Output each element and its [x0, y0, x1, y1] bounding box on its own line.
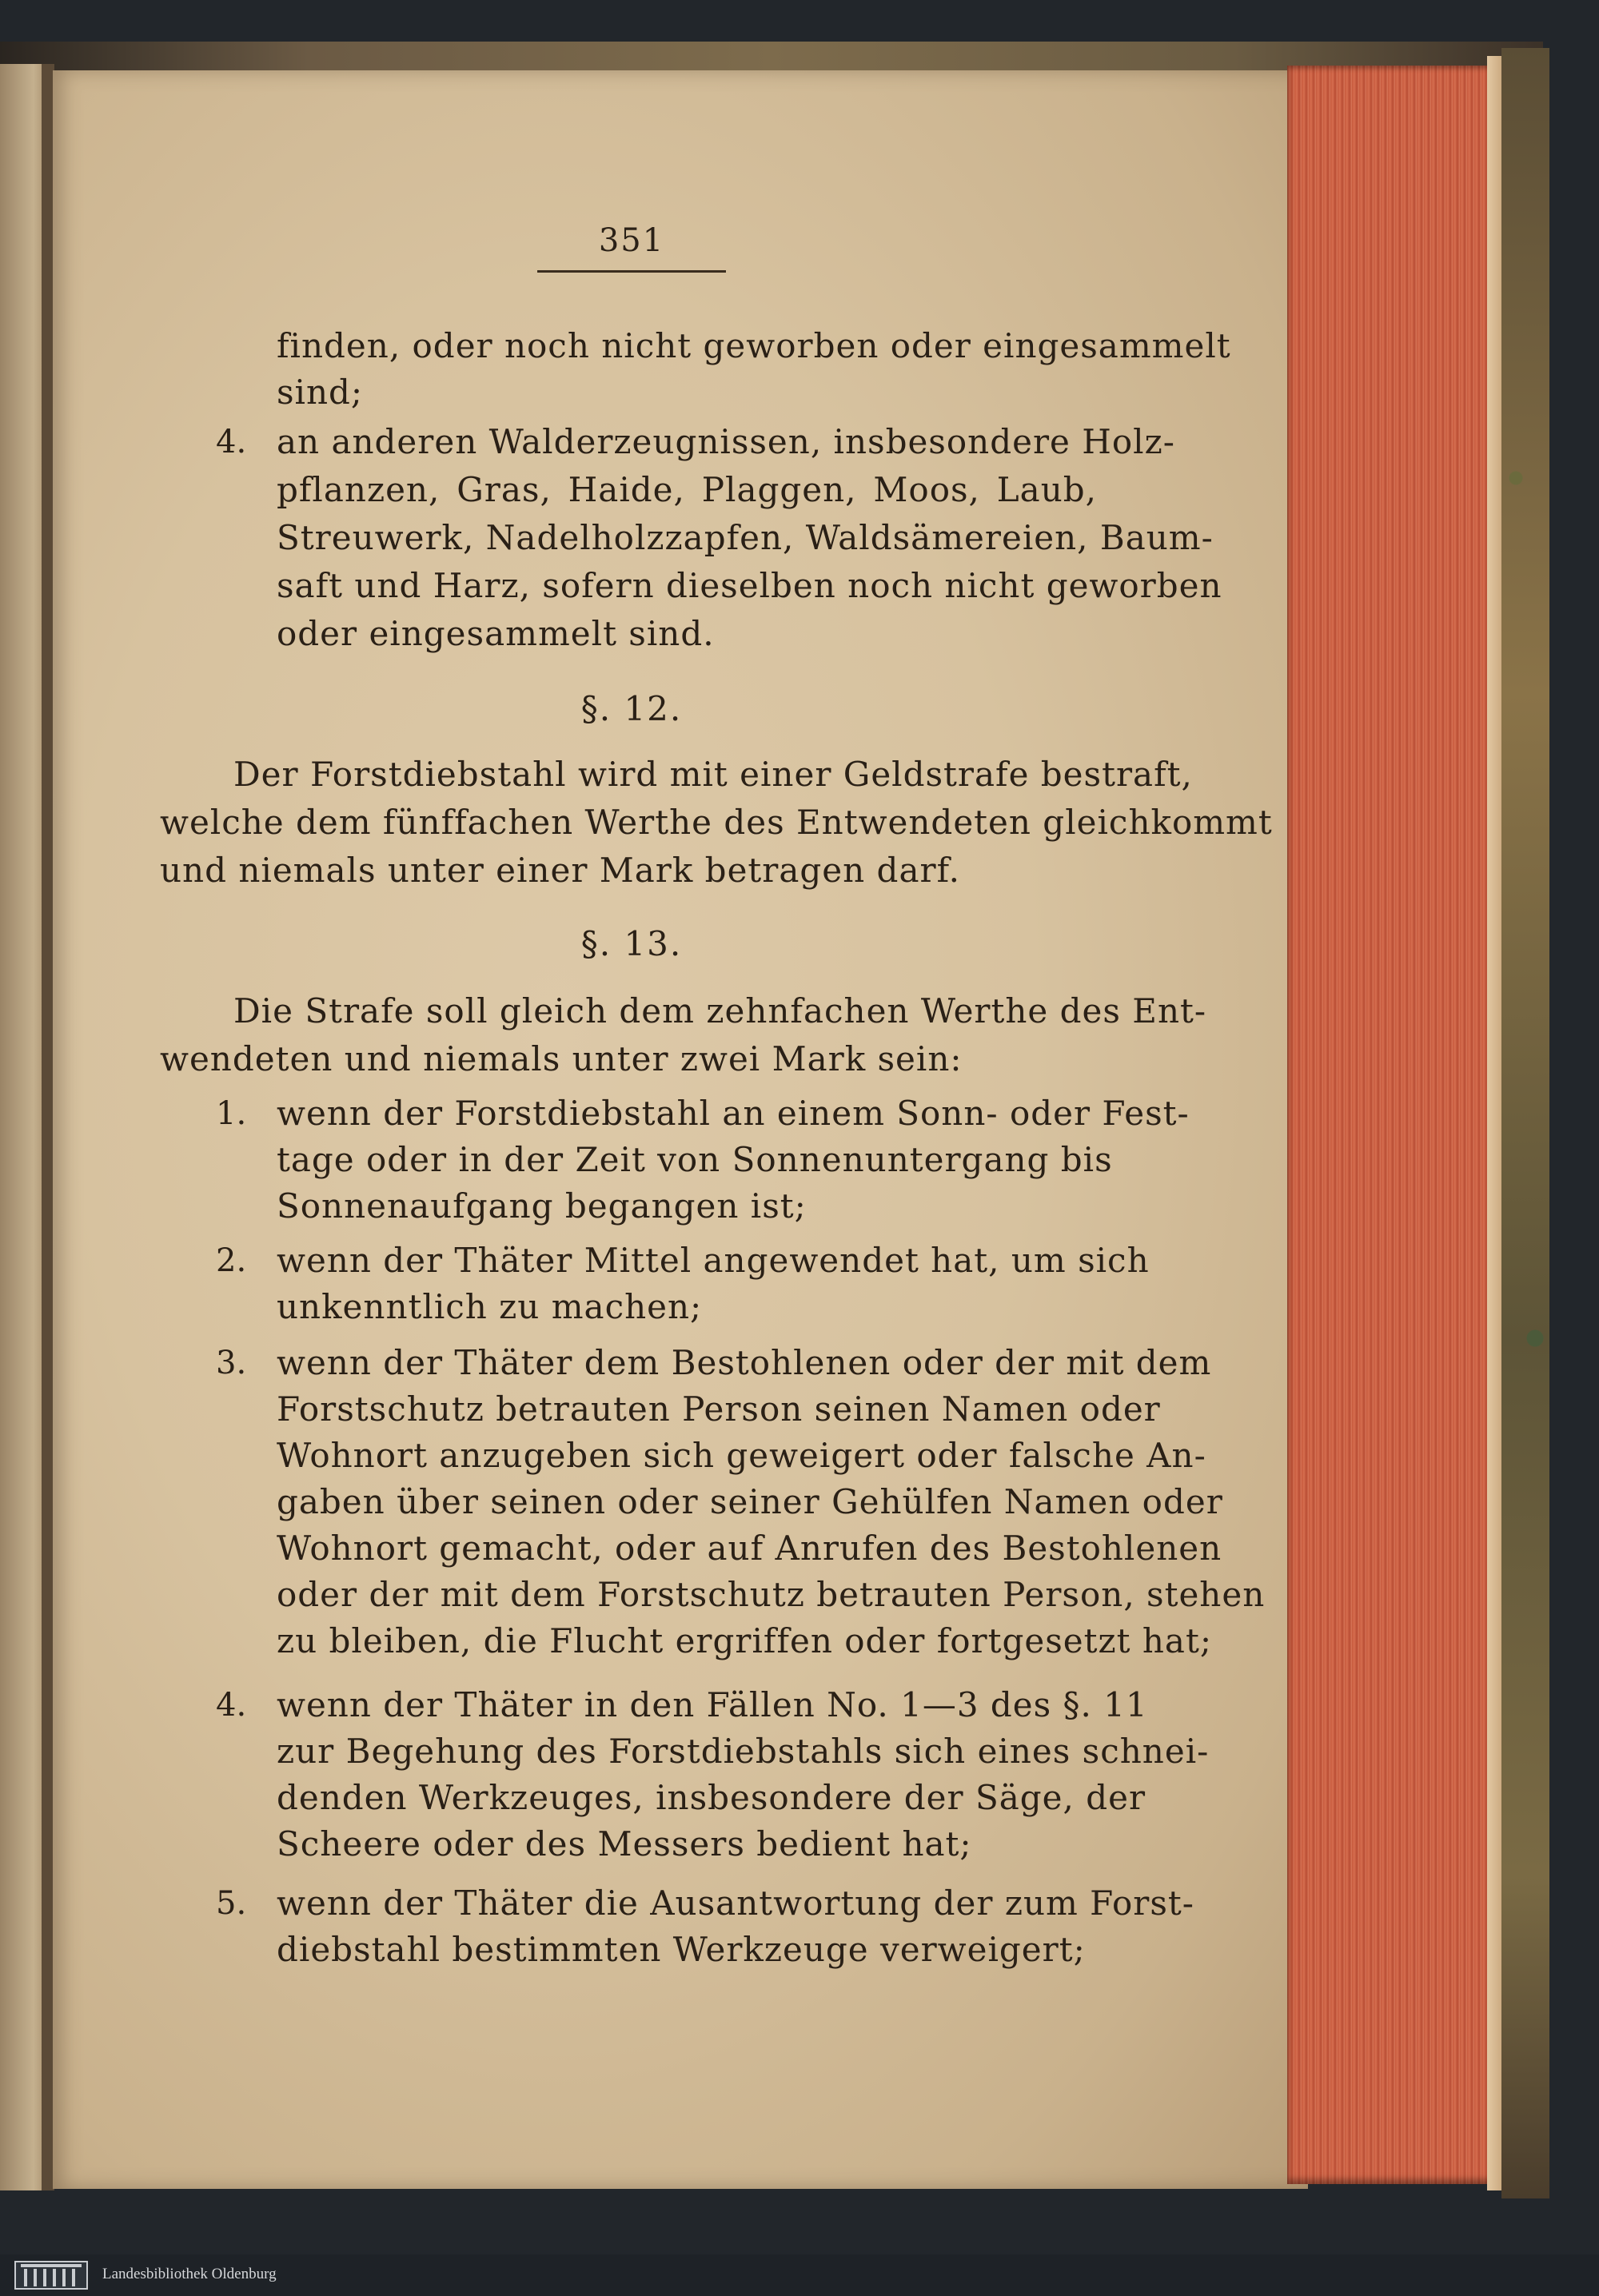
item-line: Scheere oder des Messers bedient hat;: [277, 1824, 972, 1864]
item-line: oder eingesammelt sind.: [277, 614, 715, 653]
item-line: gaben über seinen oder seiner Gehülfen Namen oder: [277, 1482, 1223, 1521]
section-heading: §. 13.: [580, 924, 683, 963]
item-line: zur Begehung des Forstdiebstahls sich eines schnei-: [277, 1732, 1210, 1771]
item-number: 3.: [216, 1345, 247, 1381]
item-line: diebstahl bestimmten Werkzeuge verweigert;: [277, 1930, 1086, 1969]
item-number: 4.: [216, 1687, 247, 1724]
paragraph-line: Der Forstdiebstahl wird mit einer Geldstrafe bestraft,: [233, 755, 1193, 794]
item-number: 1.: [216, 1095, 247, 1132]
item-line: Wohnort gemacht, oder auf Anrufen des Bestohlenen: [277, 1529, 1222, 1568]
item-number: 2.: [216, 1242, 247, 1279]
paragraph-line: Die Strafe soll gleich dem zehnfachen Werthe des Ent-: [233, 991, 1207, 1030]
page-edges-rim: [1487, 56, 1503, 2190]
item-line: Sonnenaufgang begangen ist;: [277, 1186, 807, 1226]
paragraph-line: welche dem fünffachen Werthe des Entwendeten gleichkommt: [160, 803, 1273, 842]
marbled-back-cover: [1501, 48, 1549, 2198]
item-number: 5.: [216, 1885, 247, 1922]
item-number: 4.: [216, 424, 247, 460]
item-line: pflanzen, Gras, Haide, Plaggen, Moos, Laub,: [277, 470, 1097, 509]
item-line: zu bleiben, die Flucht ergriffen oder fortgesetzt hat;: [277, 1621, 1212, 1660]
item-line: tage oder in der Zeit von Sonnenuntergang bis: [277, 1140, 1113, 1179]
item-line: Streuwerk, Nadelholzzapfen, Waldsämereien, Baum-: [277, 518, 1214, 557]
item-line: wenn der Thäter dem Bestohlenen oder der mit dem: [277, 1343, 1212, 1382]
page-edges: [1287, 66, 1495, 2184]
continuation-line: sind;: [277, 373, 364, 412]
paragraph-line: wendeten und niemals unter zwei Mark sein:: [160, 1039, 963, 1078]
item-line: denden Werkzeuges, insbesondere der Säge, der: [277, 1778, 1146, 1817]
page-number-rule: [537, 270, 726, 273]
item-line: saft und Harz, sofern dieselben noch nicht geworben: [277, 566, 1222, 605]
item-line: wenn der Thäter Mittel angewendet hat, um sich: [277, 1241, 1150, 1280]
paragraph-line: und niemals unter einer Mark betragen darf.: [160, 851, 960, 890]
item-line: wenn der Forstdiebstahl an einem Sonn- oder Fest-: [277, 1094, 1190, 1133]
continuation-line: finden, oder noch nicht geworben oder eingesammelt: [277, 326, 1231, 365]
section-heading: §. 12.: [580, 689, 683, 728]
item-line: oder der mit dem Forstschutz betrauten Person, stehen: [277, 1575, 1266, 1614]
left-page-edge: [0, 64, 48, 2190]
item-line: unkenntlich zu machen;: [277, 1287, 703, 1326]
item-line: Wohnort anzugeben sich geweigert oder falsche An-: [277, 1436, 1206, 1475]
item-line: Forstschutz betrauten Person seinen Namen oder: [277, 1389, 1161, 1429]
item-line: wenn der Thäter die Ausantwortung der zum Forst-: [277, 1883, 1194, 1923]
page-number: 351: [598, 222, 665, 259]
item-line: an anderen Walderzeugnissen, insbesondere Holz-: [277, 422, 1175, 461]
library-name: Landesbibliothek Oldenburg: [102, 2266, 277, 2282]
library-logo-icon: [14, 2261, 88, 2290]
item-line: wenn der Thäter in den Fällen No. 1—3 des §. 11: [277, 1685, 1148, 1724]
